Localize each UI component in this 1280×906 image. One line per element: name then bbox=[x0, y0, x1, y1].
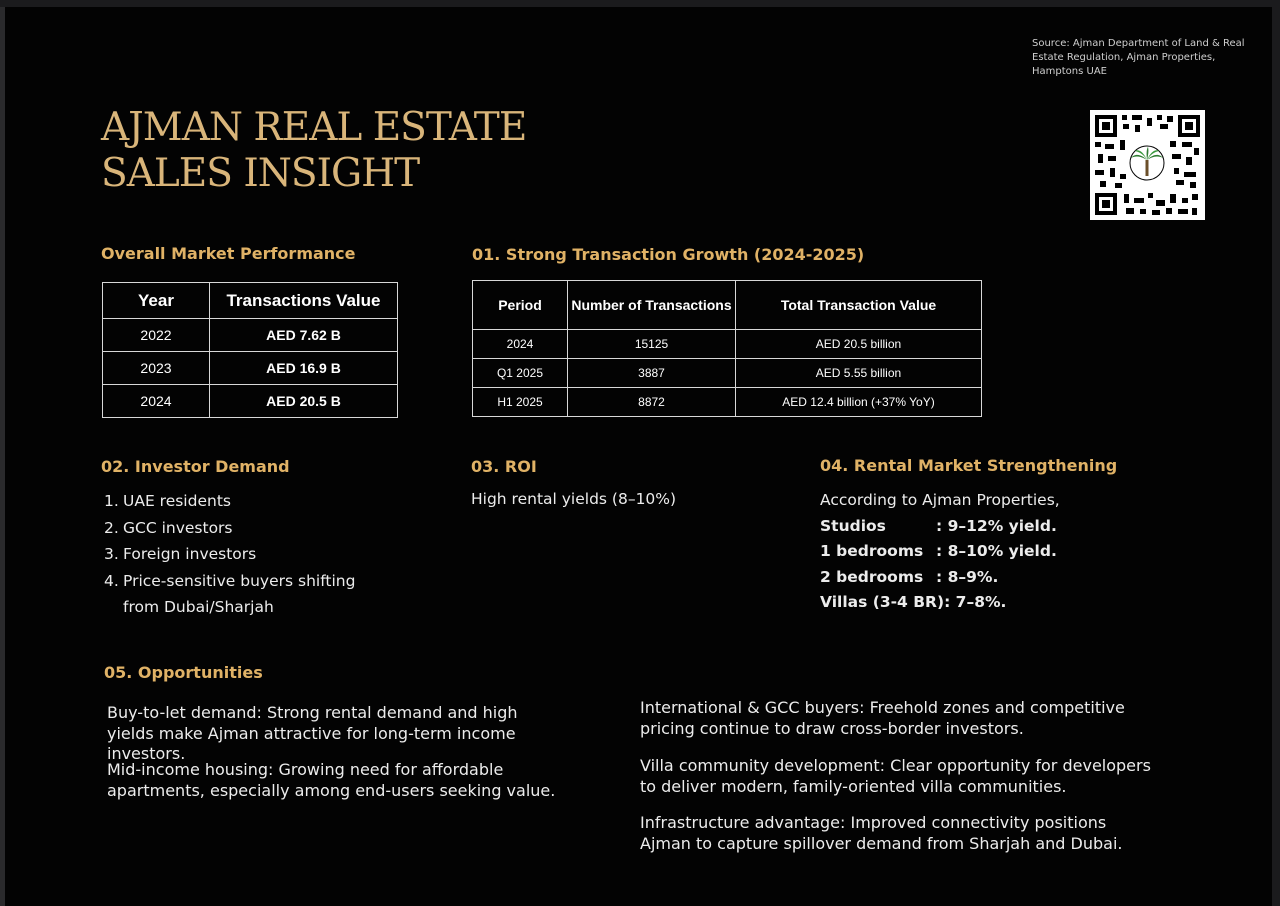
opportunity-mid-income: Mid-income housing: Growing need for affordable apartments, especially among end-users seeking value. bbox=[107, 760, 556, 800]
title-line-1: AJMAN REAL ESTATE bbox=[101, 105, 527, 150]
window-right-edge bbox=[1272, 7, 1280, 906]
rental-intro: According to Ajman Properties, bbox=[820, 491, 1060, 509]
list-number: 4. bbox=[104, 571, 119, 590]
roi-text: High rental yields (8–10%) bbox=[471, 490, 677, 508]
rental-label: Studios bbox=[820, 516, 886, 535]
list-item bbox=[104, 515, 355, 542]
list-item bbox=[104, 541, 355, 568]
opportunity-buy-to-let: Buy-to-let demand: Strong rental demand and high yields make Ajman attractive for long-term income investors. bbox=[107, 703, 518, 763]
slide bbox=[5, 7, 1272, 906]
rental-section bbox=[820, 488, 1060, 616]
opportunity-infrastructure: Infrastructure advantage: Improved connectivity positions Ajman to capture spillover demand from Sharjah and Dubai. bbox=[640, 813, 1123, 853]
column-header: Period bbox=[473, 281, 568, 330]
qr-code-graphic bbox=[1090, 110, 1205, 220]
table-cell: 3887 bbox=[568, 359, 736, 388]
growth-table bbox=[472, 280, 982, 417]
rental-value: : 8–10% yield. bbox=[936, 542, 1057, 560]
table-cell: 2022 bbox=[103, 319, 210, 352]
table-row bbox=[473, 330, 982, 359]
table-cell: AED 20.5 B bbox=[210, 385, 398, 418]
source-note: Source: Ajman Department of Land & Real Estate Regulation, Ajman Properties, Hamptons UAE bbox=[1032, 38, 1245, 77]
rental-row bbox=[820, 590, 1060, 616]
list-text: GCC investors bbox=[123, 518, 233, 537]
opportunity-villa: Villa community development: Clear opportunity for developers to deliver modern, family-oriented villa communities. bbox=[640, 756, 1151, 796]
overall-table bbox=[102, 282, 398, 418]
list-text: UAE residents bbox=[123, 492, 231, 510]
table-cell: AED 12.4 billion (+37% YoY) bbox=[736, 388, 982, 417]
overall-heading: Overall Market Performance bbox=[101, 244, 356, 263]
rental-label: 2 bedrooms bbox=[820, 567, 924, 586]
table-cell: AED 16.9 B bbox=[210, 352, 398, 385]
column-header: Transactions Value bbox=[210, 283, 398, 319]
page-title bbox=[101, 105, 526, 197]
rental-label: 1 bedrooms bbox=[820, 542, 924, 560]
table-cell: AED 7.62 B bbox=[210, 319, 398, 352]
table-cell: 2024 bbox=[473, 330, 568, 359]
rental-row bbox=[820, 565, 1060, 591]
table-cell: Q1 2025 bbox=[473, 359, 568, 388]
rental-heading: 04. Rental Market Strengthening bbox=[820, 456, 1118, 475]
table-row bbox=[103, 319, 398, 352]
growth-heading: 01. Strong Transaction Growth (2024-2025) bbox=[472, 245, 865, 264]
qr-code-icon[interactable] bbox=[1090, 110, 1205, 220]
rental-value: : 8–9%. bbox=[936, 567, 999, 586]
column-header: Year bbox=[103, 283, 210, 319]
column-header: Number of Transactions bbox=[568, 281, 736, 330]
column-header: Total Transaction Value bbox=[736, 281, 982, 330]
table-row bbox=[473, 359, 982, 388]
opportunities-heading: 05. Opportunities bbox=[104, 663, 263, 682]
list-number: 3. bbox=[104, 545, 119, 563]
list-text: Foreign investors bbox=[123, 545, 257, 563]
table-cell: H1 2025 bbox=[473, 388, 568, 417]
table-cell: 2024 bbox=[103, 385, 210, 418]
window-top-bar bbox=[0, 0, 1280, 7]
rental-row bbox=[820, 514, 1060, 540]
table-row bbox=[473, 388, 982, 417]
list-text-continued: from Dubai/Sharjah bbox=[123, 598, 274, 616]
list-number: 2. bbox=[104, 518, 119, 537]
rental-value: : 9–12% yield. bbox=[936, 516, 1057, 535]
opportunity-international: International & GCC buyers: Freehold zones and competitive pricing continue to draw cross-border investors. bbox=[640, 698, 1125, 738]
palm-tree-icon bbox=[1130, 146, 1164, 180]
rental-label: Villas (3-4 BR) bbox=[820, 593, 945, 611]
table-cell: 2023 bbox=[103, 352, 210, 385]
list-item bbox=[104, 568, 355, 621]
roi-heading: 03. ROI bbox=[471, 457, 537, 476]
table-cell: 8872 bbox=[568, 388, 736, 417]
investor-list bbox=[104, 488, 355, 621]
table-cell: AED 20.5 billion bbox=[736, 330, 982, 359]
list-number: 1. bbox=[104, 492, 119, 510]
title-line-2: SALES INSIGHT bbox=[101, 151, 420, 196]
table-row bbox=[103, 385, 398, 418]
rental-row bbox=[820, 539, 1060, 565]
table-row bbox=[103, 352, 398, 385]
table-cell: AED 5.55 billion bbox=[736, 359, 982, 388]
table-cell: 15125 bbox=[568, 330, 736, 359]
list-item bbox=[104, 488, 355, 515]
list-text: Price-sensitive buyers shifting bbox=[123, 571, 356, 590]
rental-value: : 7–8%. bbox=[944, 593, 1007, 611]
investor-heading: 02. Investor Demand bbox=[101, 457, 290, 476]
